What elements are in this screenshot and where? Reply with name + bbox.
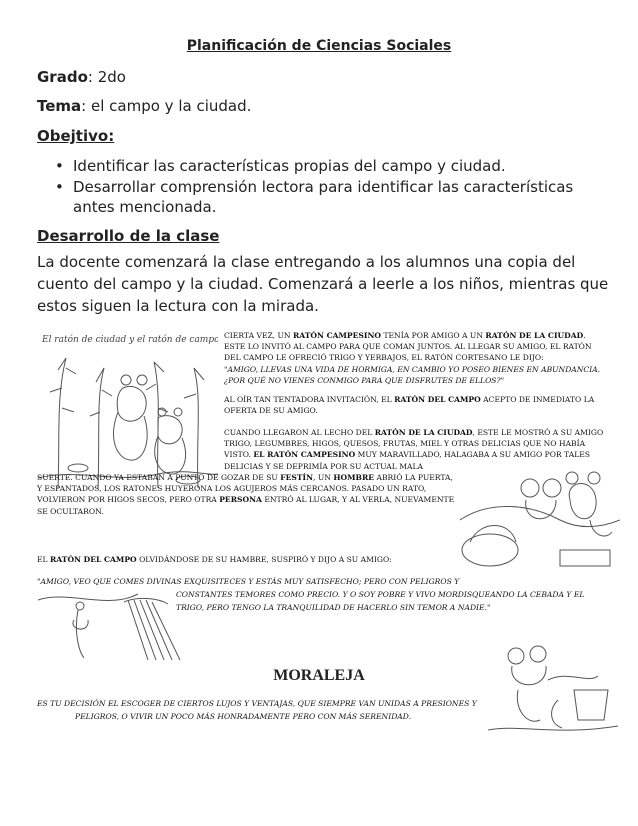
desarrollo-line: La docente comenzará la clase entregando a los alumnos una copia del — [37, 253, 576, 271]
story-line: SE OCULTARON. — [37, 506, 104, 516]
story-paragraph-1 — [224, 330, 630, 386]
objetivos-list — [37, 156, 617, 217]
story-line: DELICIAS Y SE DEPRIMÍA POR SU ACTUAL MALA — [224, 461, 424, 471]
moraleja-line: ES TU DECISIÓN EL ESCOGER DE CIERTOS LUJOS Y VENTAJAS, QUE SIEMPRE VAN UNIDAS A PRESIONES Y — [37, 699, 477, 708]
mouse-doorway-drawing — [38, 590, 188, 660]
story-line: OFERTA DE SU AMIGO. — [224, 406, 318, 416]
mouse-dancing-illustration — [488, 640, 618, 740]
mouse-doorway-illustration — [38, 590, 188, 660]
mice-table-drawing — [460, 460, 620, 570]
story-paragraph-5: EL RATÓN DEL CAMPO OLVIDÁNDOSE DE SU HAMBRE, SUSPIRÓ Y DIJO A SU AMIGO: — [37, 555, 392, 564]
story-quote-line: CONSTANTES TEMORES COMO PRECIO. Y O SOY POBRE Y VIVO MORDISQUEANDO LA CEBADA Y EL — [176, 590, 585, 599]
desarrollo-heading: Desarrollo de la clase — [37, 227, 220, 245]
moraleja-line: PELIGROS, O VIVIR UN POCO MÁS HONRADAMENTE PERO CON MÁS SERENIDAD. — [75, 712, 412, 721]
mice-field-illustration — [38, 328, 218, 490]
story-line: Y ESPANTADOS, LOS RATONES HUYERONA LOS AGUJEROS MÁS CERCANOS. PASADO UN RATO, — [37, 484, 427, 494]
story-line: CIERTA VEZ, UN RATÓN CAMPESINO TENÍA POR AMIGO A UN RATÓN DE LA CIUDAD. — [224, 331, 586, 340]
story-line: TRIGO, LEGUMBRES, HIGOS, QUESOS, FRUTAS, MIEL Y OTRAS DELICIAS QUE NO HABÍA — [224, 439, 586, 449]
story-paragraph-2 — [224, 394, 630, 416]
story-line: CUANDO LLEGARON AL LECHO DEL RATÓN DE LA CIUDAD, ESTE LE MOSTRÓ A SU AMIGO — [224, 428, 604, 437]
grado-value: : 2do — [87, 68, 126, 86]
story-quote-line: "AMIGO, VEO QUE COMES DIVINAS EXQUISITECES Y ESTÁS MUY SATISFECHO; PERO CON PELIGROS Y — [37, 577, 460, 586]
grado-line — [37, 67, 126, 87]
mice-field-drawing — [38, 328, 218, 490]
story-line: AL OÍR TAN TENTADORA INVITACIÓN, EL RATÓN DEL CAMPO ACEPTO DE INMEDIATO LA — [224, 395, 595, 404]
illustration-caption: El ratón de ciudad y el ratón de campo — [42, 335, 218, 345]
objetivo-item: • Desarrollar comprensión lectora para identificar las características — [37, 177, 617, 197]
story-line: ¿POR QUÉ NO VIENES CONMIGO PARA QUE DISFRUTES DE ELLOS?" — [224, 375, 505, 385]
desarrollo-line: estos siguen la lectura con la mirada. — [37, 297, 319, 315]
mouse-dancing-drawing — [488, 640, 618, 740]
page-title: Planificación de Ciencias Sociales — [186, 38, 452, 54]
tema-line — [37, 96, 251, 116]
story-line: ESTE LO INVITÓ AL CAMPO PARA QUE COMAN JUNTOS. AL LLEGAR SU AMIGO, EL RATÓN — [224, 342, 592, 352]
grado-label: Grado — [37, 68, 88, 86]
mice-table-illustration — [460, 460, 620, 570]
story-quote-line: TRIGO, PERO TENGO LA TRANQUILIDAD DE HACERLO SIN TEMOR A NADIE." — [176, 603, 491, 612]
story-paragraph-3 — [224, 427, 630, 472]
desarrollo-paragraph — [37, 252, 627, 316]
story-line: VISTO. EL RATÓN CAMPESINO MUY MARAVILLADO, HALAGABA A SU AMIGO POR TALES — [224, 450, 590, 460]
story-line: VOLVIERON POR HIGOS SECOS, PERO OTRA PERSONA ENTRÓ AL LUGAR, Y AL VERLA, NUEVAMENTE — [37, 495, 455, 505]
desarrollo-line: cuento del campo y la ciudad. Comenzará a leerle a los niños, mientras que — [37, 275, 609, 293]
objetivo-heading: Obejtivo: — [37, 127, 115, 145]
story-line: DEL CAMPO LE OFRECIÓ TRIGO Y YERBAJOS, EL RATÓN CORTESANO LE DIJO: — [224, 353, 544, 363]
tema-label: Tema — [37, 97, 82, 115]
objetivo-item-continuation: antes mencionada. — [73, 198, 217, 216]
story-line: SUERTE. CUANDO YA ESTABAN A PUNTO DE GOZAR DE SU FESTÍN, UN HOMBRE ABRIÓ LA PUERTA, — [37, 473, 453, 482]
story-line: "AMIGO, LLEVAS UNA VIDA DE HORMIGA, EN CAMBIO YO POSEO BIENES EN ABUNDANCIA. — [224, 364, 601, 374]
tema-value: : el campo y la ciudad. — [81, 97, 252, 115]
moraleja-heading: MORALEJA — [273, 667, 365, 684]
objetivo-item: • Identificar las características propias del campo y ciudad. — [37, 156, 617, 176]
story-paragraph-4 — [37, 472, 477, 517]
